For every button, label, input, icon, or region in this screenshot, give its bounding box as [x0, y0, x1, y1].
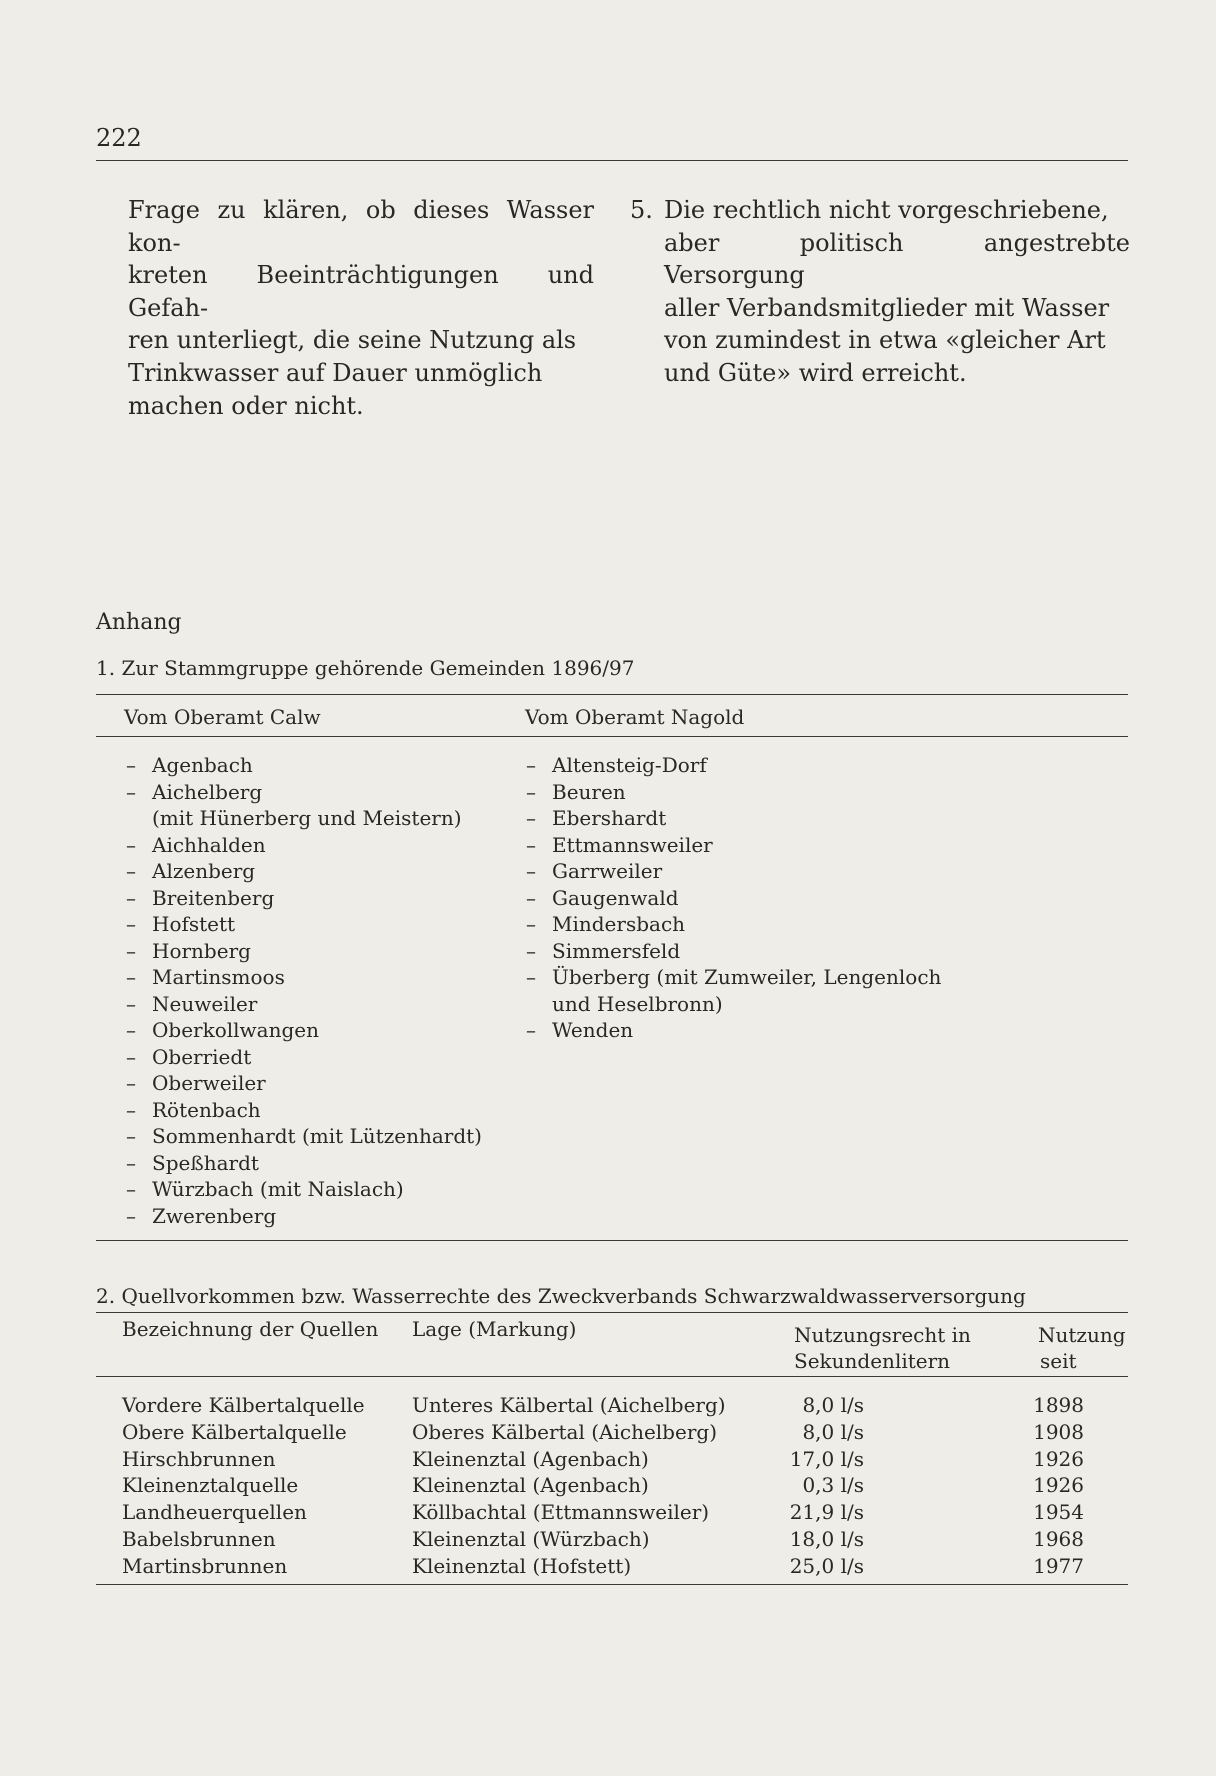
list-item: – Sommenhardt (mit Lützenhardt)	[126, 1123, 482, 1150]
nagold-municipality-list	[526, 752, 941, 1044]
table-row	[0, 1499, 1216, 1526]
spring-since: 1898	[1033, 1393, 1084, 1417]
table-row	[0, 1472, 1216, 1499]
spring-location: Kleinenztal (Hofstett)	[412, 1553, 632, 1578]
spring-water-right: 8,0 l/s	[802, 1393, 864, 1417]
list-item: – Oberriedt	[126, 1044, 482, 1071]
spring-water-right: 18,0 l/s	[789, 1526, 864, 1551]
spring-name: Babelsbrunnen	[122, 1526, 276, 1551]
spring-location: Oberes Kälbertal (Aichelberg)	[412, 1419, 717, 1444]
spring-name: Vordere Kälbertalquelle	[122, 1393, 365, 1417]
list-item: – Agenbach	[126, 752, 482, 779]
text-line: und Güte» wird erreicht.	[664, 358, 967, 387]
list-item: – Breitenberg	[126, 885, 482, 912]
list-item: – Gaugenwald	[526, 885, 941, 912]
list-item: – Überberg (mit Zumweiler, Lengenloch	[526, 964, 941, 991]
section-2-title: 2. Quellvorkommen bzw. Wasserrechte des Zweckverbands Schwarzwaldwasserversorgung	[96, 1284, 1026, 1308]
spring-location: Kleinenztal (Agenbach)	[412, 1473, 649, 1498]
table-row	[0, 1446, 1216, 1473]
table-row	[0, 1392, 1216, 1419]
item-number: 5.	[630, 196, 653, 224]
text-line: Frage zu klären, ob dieses Wasser kon-	[128, 196, 594, 257]
list-item: – Ettmannsweiler	[526, 832, 941, 859]
spring-water-right: 17,0 l/s	[789, 1446, 864, 1471]
column-header-water-right	[794, 1322, 971, 1374]
spring-since: 1977	[1033, 1553, 1084, 1578]
spring-since: 1926	[1033, 1446, 1084, 1471]
list-item: – Simmersfeld	[526, 938, 941, 965]
springs-table	[0, 1392, 1216, 1580]
spring-since: 1926	[1033, 1473, 1084, 1498]
right-column-paragraph	[630, 194, 1130, 390]
text-line: Die rechtlich nicht vorgeschriebene,	[664, 196, 1109, 224]
list-item-continuation: (mit Hünerberg und Meistern)	[152, 806, 462, 830]
list-item: – Hofstett	[126, 911, 482, 938]
list-item: – Garrweiler	[526, 858, 941, 885]
spring-water-right: 8,0 l/s	[802, 1419, 864, 1444]
column-header-name: Bezeichnung der Quellen	[122, 1317, 379, 1341]
table-row	[0, 1419, 1216, 1446]
oberamt-nagold-header: Vom Oberamt Nagold	[525, 705, 745, 729]
list-item-continuation: und Heselbronn)	[552, 991, 723, 1016]
list-item: – Ebershardt	[526, 805, 941, 832]
section-1-top-rule	[96, 694, 1128, 695]
section-2-header-rule	[96, 1376, 1128, 1377]
header-rule	[96, 160, 1128, 161]
appendix-heading: Anhang	[96, 610, 182, 635]
text-line: von zumindest in etwa «gleicher Art	[664, 326, 1106, 355]
spring-water-right: 0,3 l/s	[802, 1473, 864, 1498]
spring-name: Hirschbrunnen	[122, 1446, 276, 1471]
spring-location: Kleinenztal (Agenbach)	[412, 1446, 649, 1471]
left-column-paragraph	[128, 194, 594, 422]
column-header-location: Lage (Markung)	[412, 1317, 577, 1341]
section-2-bottom-rule	[96, 1584, 1128, 1585]
table-row	[0, 1553, 1216, 1580]
list-item: – Martinsmoos	[126, 964, 482, 991]
list-item: – Oberkollwangen	[126, 1017, 482, 1044]
spring-location: Unteres Kälbertal (Aichelberg)	[412, 1393, 726, 1417]
header-line: seit	[1040, 1349, 1077, 1373]
spring-name: Kleinenztalquelle	[122, 1473, 299, 1498]
header-line: Nutzungsrecht in	[794, 1323, 971, 1347]
spring-name: Landheuerquellen	[122, 1500, 307, 1525]
list-item: – Aichhalden	[126, 832, 482, 859]
list-item: – Wenden	[526, 1017, 941, 1044]
list-item: – Zwerenberg	[126, 1203, 482, 1230]
section-2-top-rule	[96, 1312, 1128, 1313]
list-item: – Rötenbach	[126, 1097, 482, 1124]
list-item: – Speßhardt	[126, 1150, 482, 1177]
section-1-title: 1. Zur Stammgruppe gehörende Gemeinden 1896/97	[96, 656, 635, 680]
header-line: Nutzung	[1038, 1323, 1126, 1347]
spring-since: 1954	[1033, 1500, 1084, 1525]
list-item: – Oberweiler	[126, 1070, 482, 1097]
text-line: machen oder nicht.	[128, 391, 364, 420]
list-item: – Würzbach (mit Naislach)	[126, 1176, 482, 1203]
list-item: – Neuweiler	[126, 991, 482, 1018]
section-1-bottom-rule	[96, 1240, 1128, 1241]
text-line: ren unterliegt, die seine Nutzung als	[128, 326, 577, 355]
spring-water-right: 21,9 l/s	[789, 1500, 864, 1525]
spring-since: 1908	[1033, 1419, 1084, 1444]
list-item: – Alzenberg	[126, 858, 482, 885]
list-item: – Aichelberg	[126, 779, 482, 806]
oberamt-calw-header: Vom Oberamt Calw	[124, 705, 321, 729]
list-item: – Hornberg	[126, 938, 482, 965]
spring-water-right: 25,0 l/s	[789, 1553, 864, 1578]
text-line: aller Verbandsmitglieder mit Wasser	[664, 293, 1110, 322]
text-line: Trinkwasser auf Dauer unmöglich	[128, 358, 543, 387]
spring-name: Martinsbrunnen	[122, 1553, 288, 1578]
page-number: 222	[96, 124, 142, 152]
spring-since: 1968	[1033, 1526, 1084, 1551]
list-item: – Mindersbach	[526, 911, 941, 938]
spring-location: Köllbachtal (Ettmannsweiler)	[412, 1500, 710, 1525]
calw-municipality-list	[126, 752, 482, 1229]
spring-name: Obere Kälbertalquelle	[122, 1419, 347, 1444]
list-item: – Beuren	[526, 779, 941, 806]
section-1-header-rule	[96, 736, 1128, 737]
table-row	[0, 1526, 1216, 1553]
text-line: kreten Beeinträchtigungen und Gefah-	[128, 261, 594, 322]
text-line: aber politisch angestrebte Versorgung	[664, 228, 1130, 290]
spring-location: Kleinenztal (Würzbach)	[412, 1526, 650, 1551]
list-item: – Altensteig-Dorf	[526, 752, 941, 779]
column-header-since	[1038, 1322, 1126, 1374]
header-line: Sekundenlitern	[794, 1349, 951, 1373]
